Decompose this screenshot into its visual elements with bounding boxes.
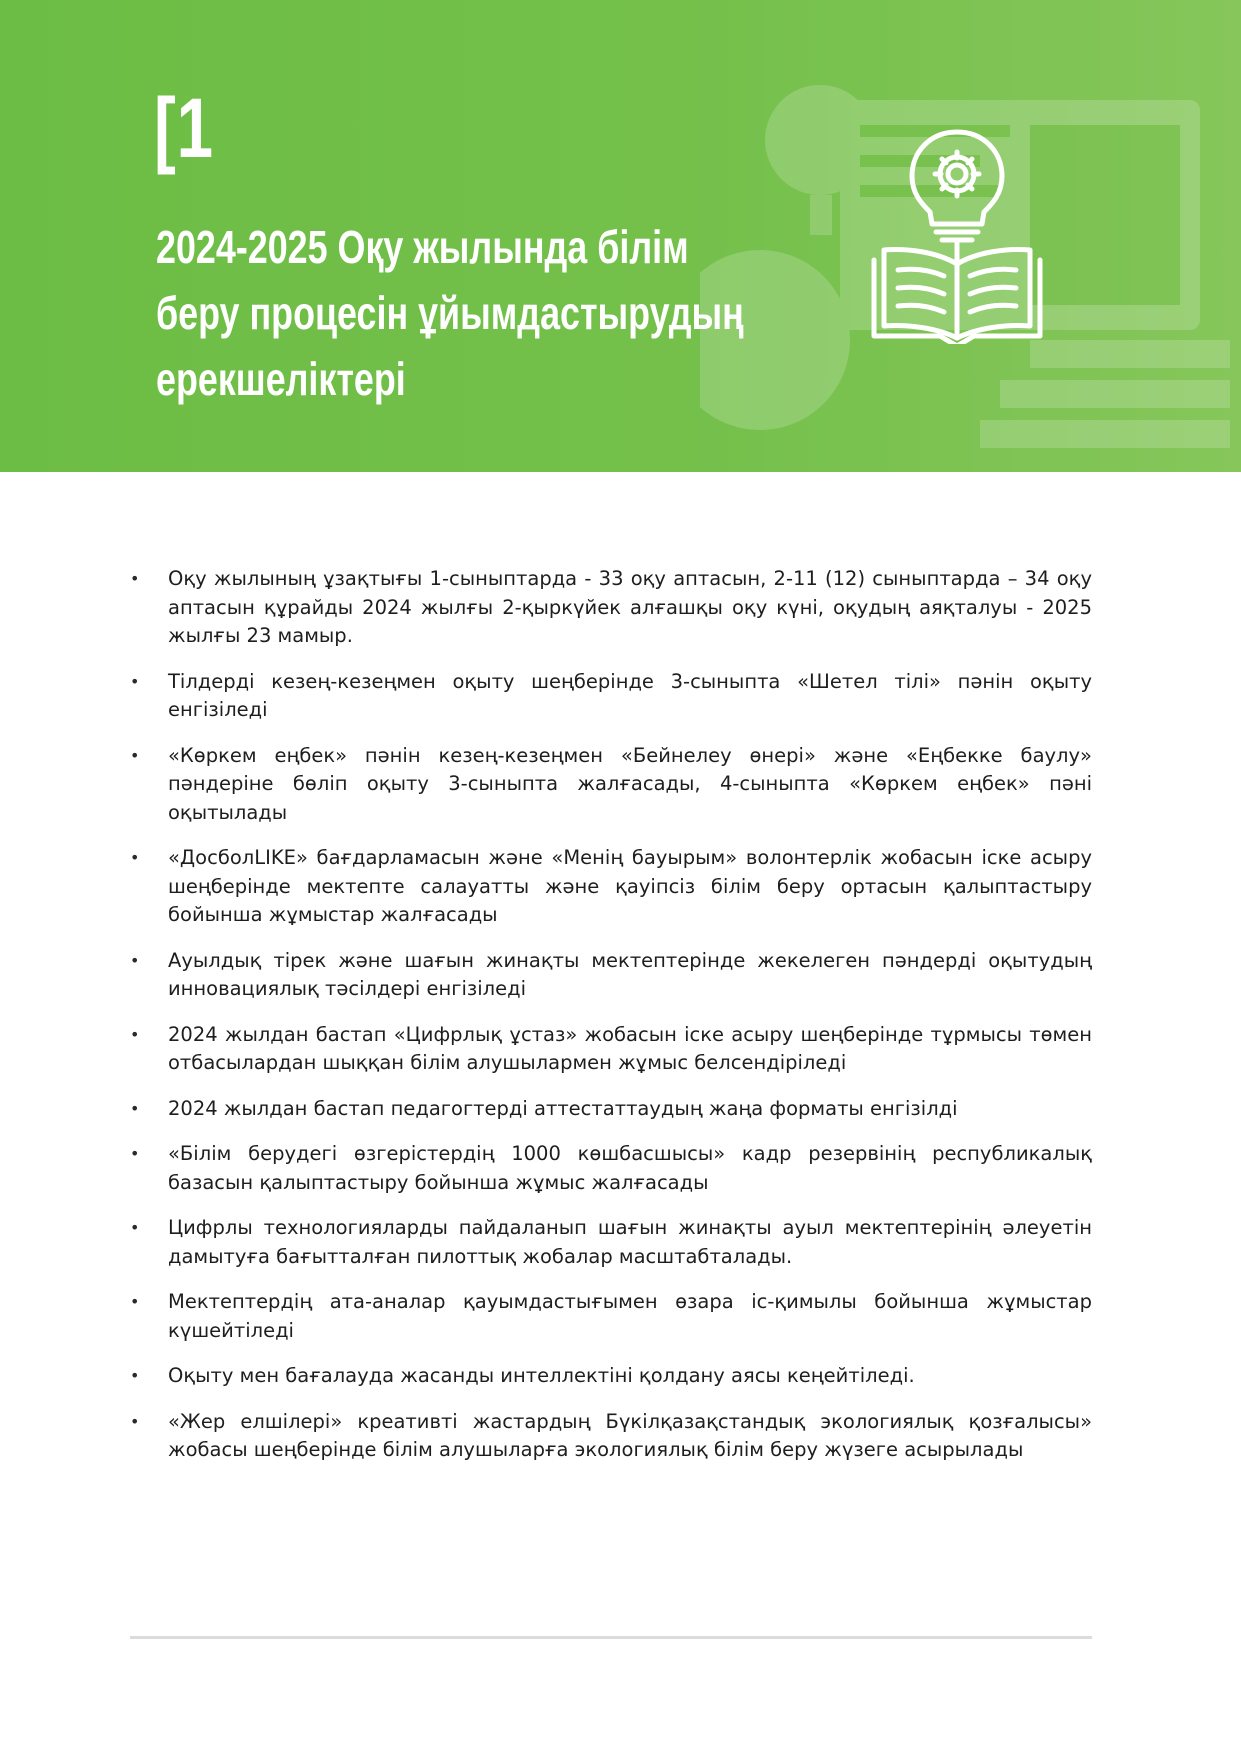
bullet-point: • [130,1366,140,1385]
page-title: 2024-2025 Оқу жылында білім беру процесін ұйымдастырудың ерекшеліктері [156,221,744,405]
list-item [130,565,1092,651]
bullet-point: • [130,1218,140,1237]
list-item [130,1021,1092,1078]
list-item-text: 2024 жылдан бастап педагогтерді аттестаттаудың жаңа форматы енгізілді [168,1096,958,1120]
bullet-point: • [130,1144,140,1163]
list-item-text: Оқу жылының ұзақтығы 1-сыныптарда - 33 оқу аптасын, 2-11 (12) сыныптарда – 34 оқу аптасын құрайды 2024 жылғы 2-қыркүйек алғашқы оқу күні, оқудың аяқталуы - 2025 жылғы 23 мамыр. [168,567,1092,647]
list-item-text: Тілдерді кезең-кезеңмен оқыту шеңберінде 3-сыныпта «Шетел тілі» пәнін оқыту енгізіледі [168,669,1092,721]
list-item [130,1140,1092,1197]
list-item [130,1095,1092,1124]
list-item-text: «Жер елшілері» креативті жастардың Бүкілқазақстандық экологиялық қозғалысы» жобасы шеңберінде білім алушыларға экологиялық білім беру жүзеге асырылады [168,1409,1092,1461]
list-item [130,1362,1092,1391]
list-item-text: Цифрлы технологияларды пайдаланып шағын жинақты ауыл мектептерінің әлеуетін дамытуға бағытталған пилоттық жобалар масштабталады. [168,1216,1092,1268]
bullet-point: • [130,671,140,691]
book-lightbulb-gear-icon [862,124,1052,344]
list-item-text: Мектептердің ата-аналар қауымдастығымен өзара іс-қимылы бойынша жұмыстар күшейтіледі [168,1290,1092,1342]
bullet-point: • [130,745,140,765]
list-item [130,1288,1092,1345]
header-banner [0,0,1241,472]
list-item-text: «Көркем еңбек» пәнін кезең-кезеңмен «Бейнелеу өнері» және «Еңбекке баулу» пәндеріне бөліп оқыту 3-сыныпта жалғасады, 4-сыныпта «Көркем еңбек» пәні оқытылады [168,743,1092,824]
bullet-point: • [130,569,140,588]
list-item [130,844,1092,930]
list-item [130,947,1092,1004]
bullet-point: • [130,950,140,970]
bullet-point: • [130,1411,140,1431]
list-item-text: «Білім берудегі өзгерістердің 1000 көшбасшысы» кадр резервінің республикалық базасын қалыптастыру бойынша жұмыс жалғасады [168,1142,1092,1194]
list-item [130,668,1092,725]
bullet-point: • [130,1292,140,1311]
list-item [130,742,1092,828]
bullet-point: • [130,848,140,867]
bullet-point: • [130,1098,140,1118]
list-item [130,1214,1092,1271]
bullet-list [130,565,1092,1482]
bullet-point: • [130,1024,140,1044]
list-item-text: Ауылдық тірек және шағын жинақты мектептерінде жекелеген пәндерді оқытудың инновациялық тәсілдері енгізіледі [168,948,1092,1000]
list-item-text: 2024 жылдан бастап «Цифрлық ұстаз» жобасын іске асыру шеңберінде тұрмысы төмен отбасылардан шыққан білім алушылармен жұмыс белсендіріледі [168,1022,1092,1074]
list-item-text: «ДосболLIKE» бағдарламасын және «Менің бауырым» волонтерлік жобасын іске асыру шеңберінде мектепте салауатты және қауіпсіз білім беру ортасын қалыптастыру бойынша жұмыстар жалғасады [168,846,1092,926]
chapter-number: [1 [154,81,214,175]
list-item [130,1408,1092,1465]
list-item-text: Оқыту мен бағалауда жасанды интеллектіні қолдану аясы кеңейтіледі. [168,1364,915,1387]
footer-divider [130,1636,1092,1639]
